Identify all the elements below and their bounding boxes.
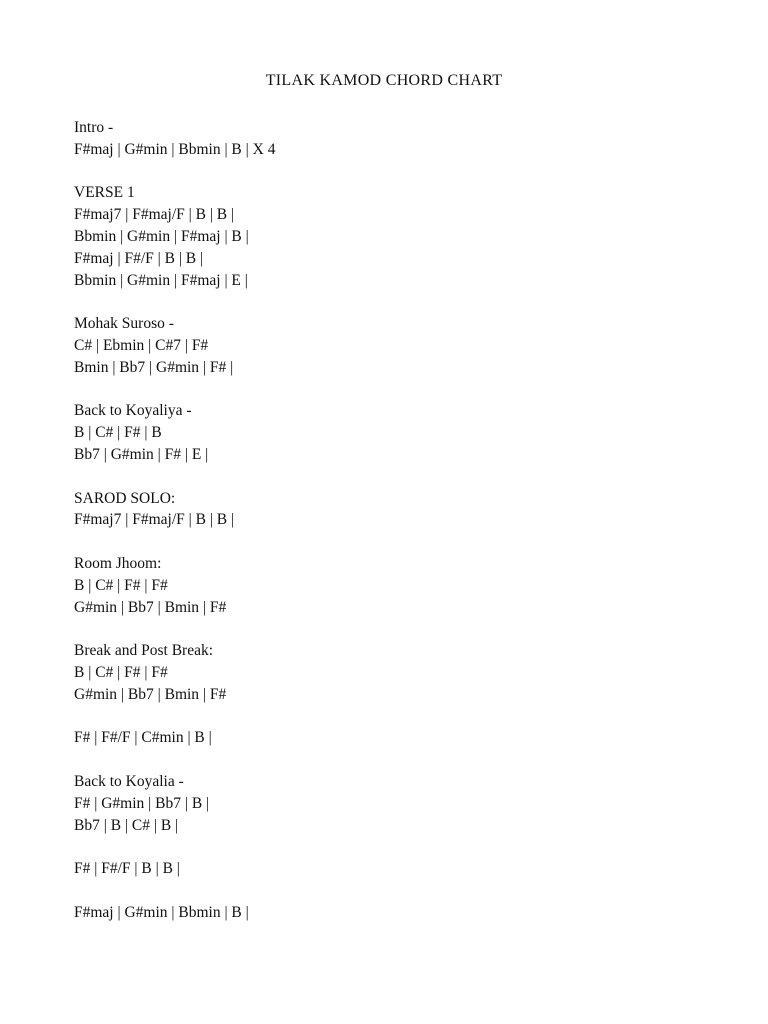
- section-heading: Room Jhoom:: [74, 554, 162, 572]
- chord-line: F#maj7 | F#maj/F | B | B |: [74, 206, 235, 224]
- chord-line: B | C# | F# | F#: [74, 576, 168, 594]
- section-heading: SAROD SOLO:: [74, 489, 176, 507]
- section-back-to-koyalia: [74, 771, 694, 836]
- chord-line: C# | Ebmin | C#7 | F#: [74, 336, 209, 354]
- section-room-jhoom: [74, 553, 694, 618]
- section-sarod-solo: [74, 488, 694, 532]
- section-transition: [74, 858, 694, 880]
- chord-line: B | C# | F# | B: [74, 424, 162, 442]
- chord-line: F#maj7 | F#maj/F | B | B |: [74, 511, 235, 529]
- chord-line: F#maj | F#/F | B | B |: [74, 249, 204, 267]
- section-break-and-post-break: [74, 640, 694, 705]
- chord-line: F# | G#min | Bb7 | B |: [74, 794, 210, 812]
- section-back-to-koyaliya: [74, 400, 694, 465]
- chord-line: F# | F#/F | C#min | B |: [74, 729, 212, 747]
- chord-content: [74, 117, 694, 945]
- section-heading: Mohak Suroso -: [74, 315, 174, 333]
- section-heading: Intro -: [74, 119, 114, 136]
- section-interlude: [74, 727, 694, 749]
- chord-line: Bb7 | B | C# | B |: [74, 816, 179, 834]
- chord-line: F# | F#/F | B | B |: [74, 860, 180, 878]
- chord-line: Bb7 | G#min | F# | E |: [74, 445, 209, 463]
- section-heading: Back to Koyaliya -: [74, 402, 192, 420]
- document-title: TILAK KAMOD CHORD CHART: [265, 72, 503, 89]
- chord-line: B | C# | F# | F#: [74, 663, 168, 681]
- chord-line: F#maj | G#min | Bbmin | B |: [74, 903, 249, 921]
- chord-line: Bbmin | G#min | F#maj | B |: [74, 227, 249, 245]
- section-heading: Break and Post Break:: [74, 642, 214, 660]
- section-heading: VERSE 1: [74, 184, 135, 202]
- section-verse-1: [74, 182, 694, 291]
- section-ending: [74, 902, 694, 924]
- section-mohak-suroso: [74, 313, 694, 378]
- section-heading: Back to Koyalia -: [74, 772, 184, 790]
- chord-line: F#maj | G#min | Bbmin | B | X 4: [74, 140, 276, 158]
- chord-line: G#min | Bb7 | Bmin | F#: [74, 598, 227, 616]
- section-intro: [74, 117, 694, 161]
- chord-line: Bmin | Bb7 | G#min | F# |: [74, 358, 234, 376]
- chord-line: Bbmin | G#min | F#maj | E |: [74, 271, 248, 289]
- chord-line: G#min | Bb7 | Bmin | F#: [74, 685, 227, 703]
